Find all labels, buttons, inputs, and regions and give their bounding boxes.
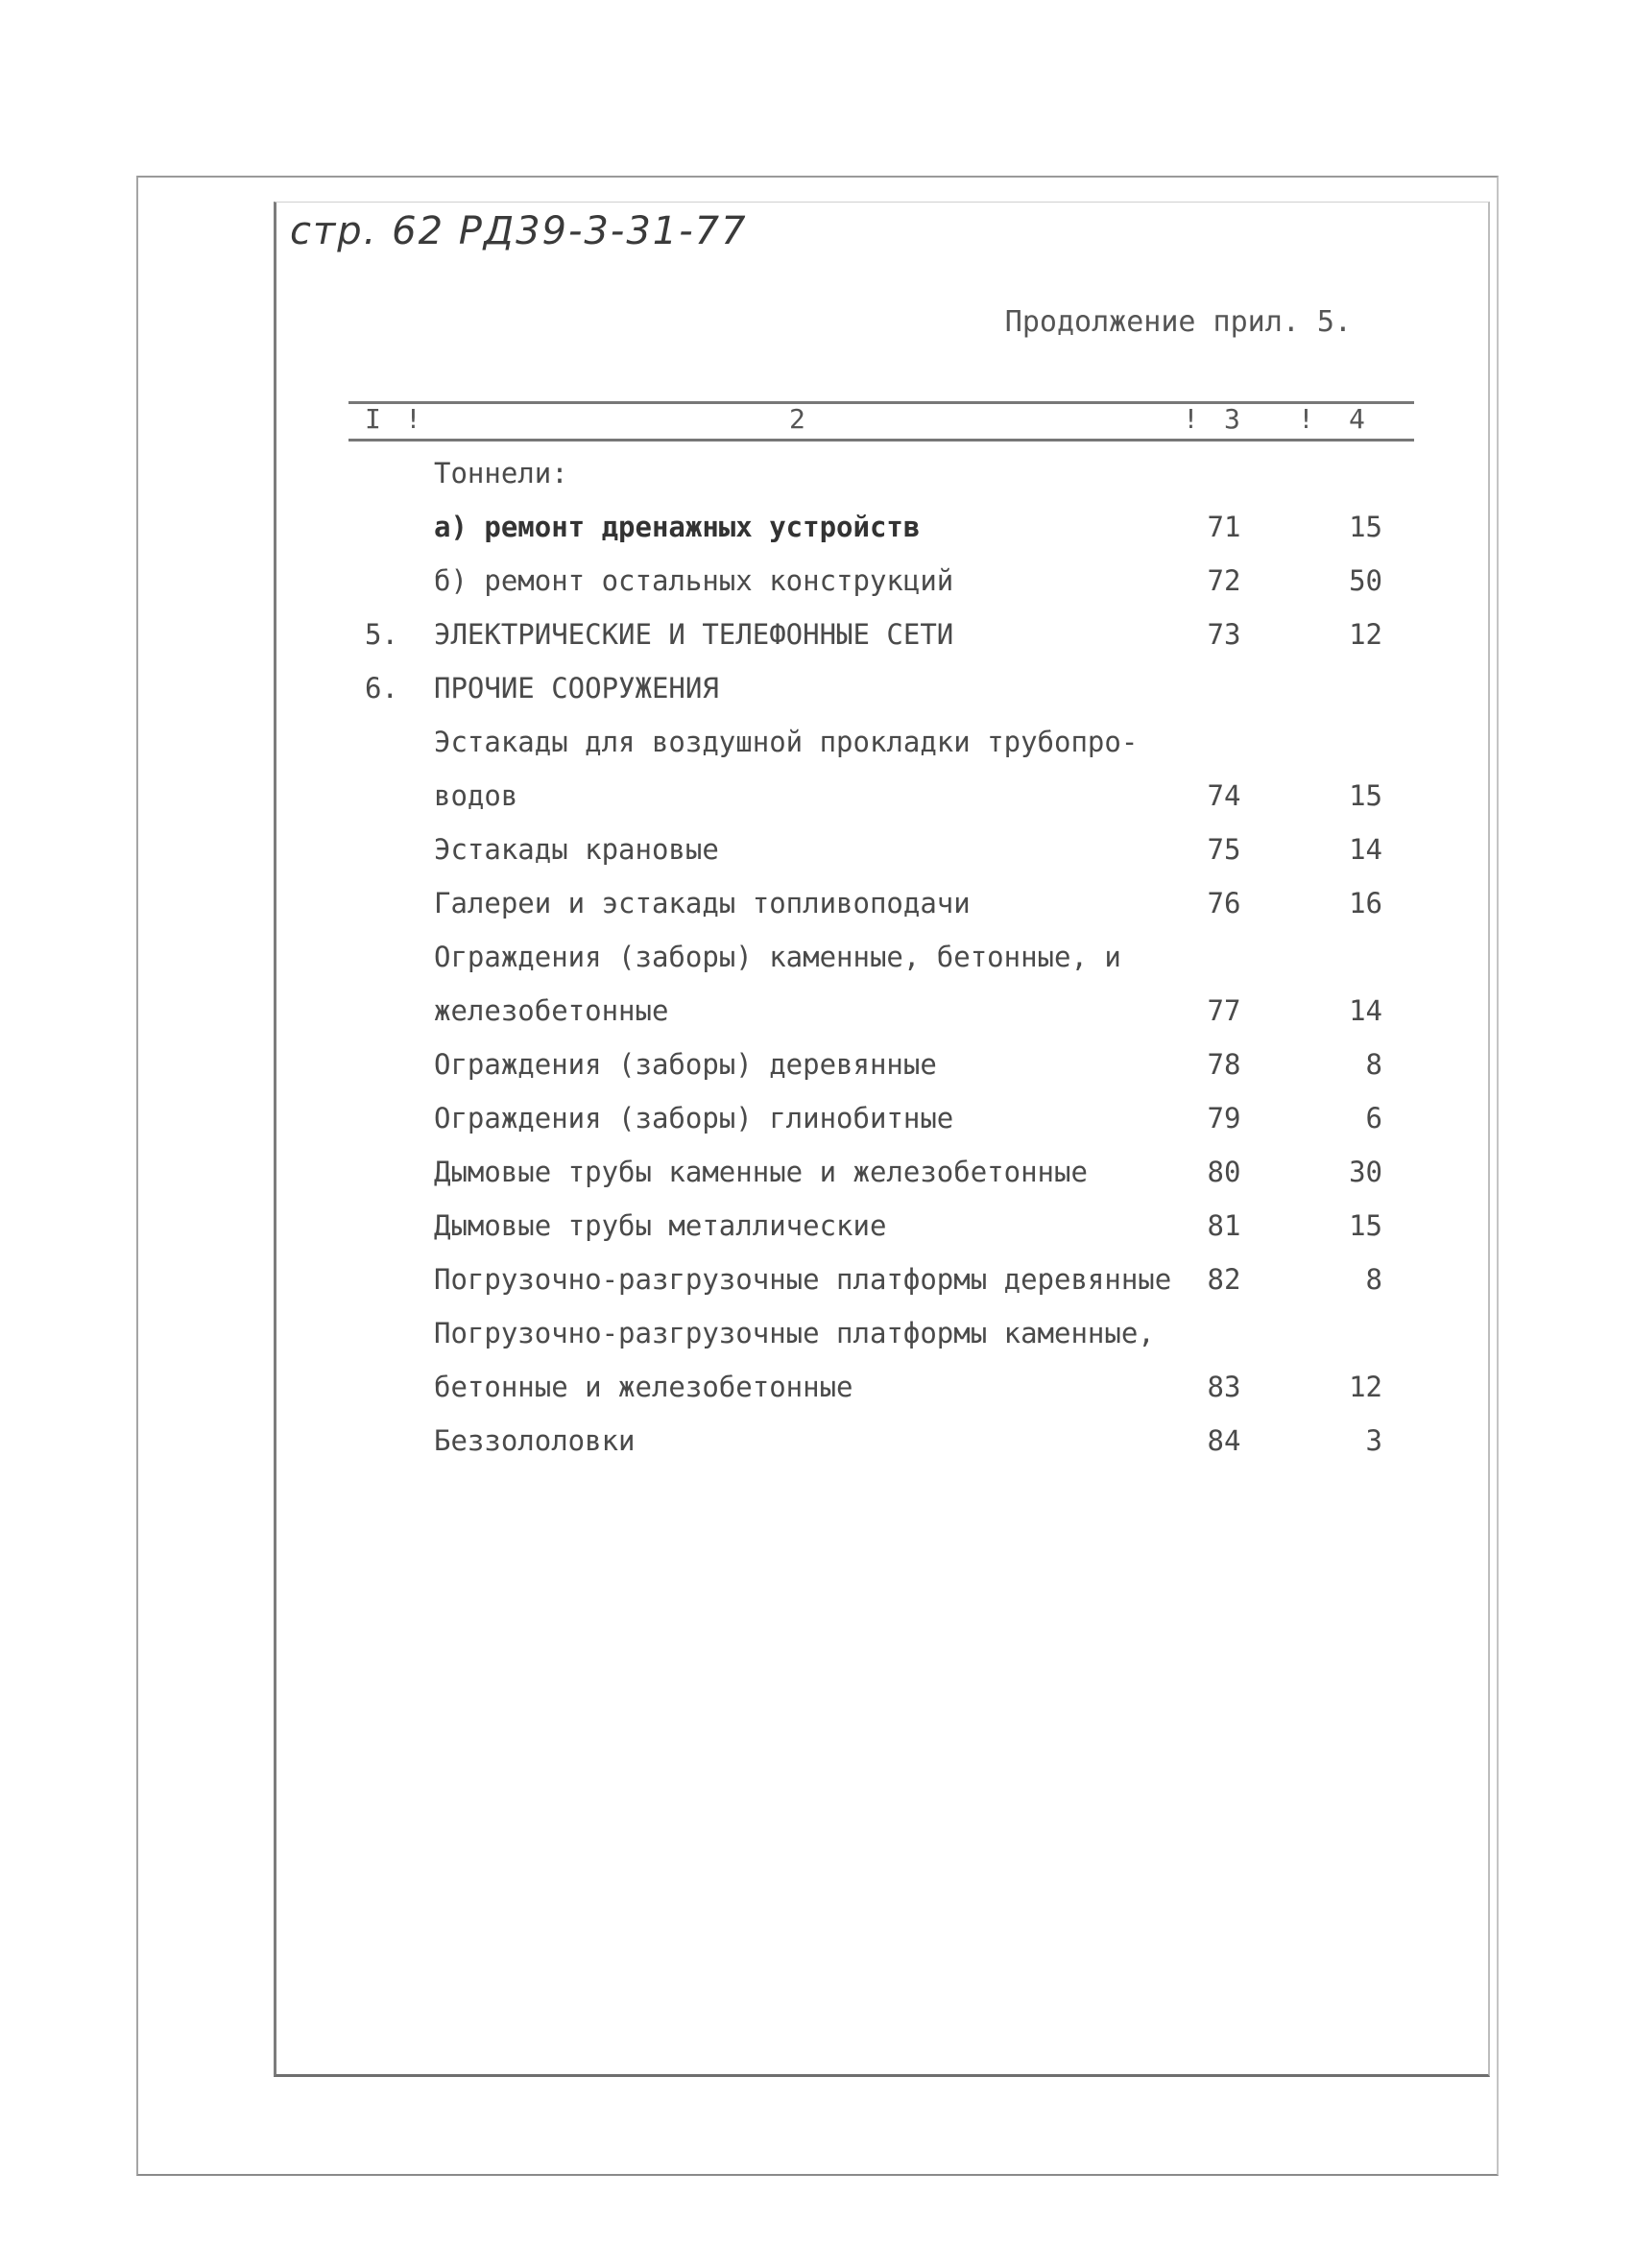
row-value: 50 <box>1349 564 1382 597</box>
row-value: 3 <box>1365 1424 1382 1457</box>
row-code: 80 <box>1207 1156 1241 1188</box>
row-number: 5. <box>365 618 398 651</box>
row-name: Ограждения (заборы) глинобитные <box>434 1102 954 1134</box>
table-row <box>0 661 1633 715</box>
column-separator: ! <box>1183 403 1199 435</box>
row-value: 6 <box>1365 1102 1382 1134</box>
row-name: Галереи и эстакады топливоподачи <box>434 887 971 919</box>
row-code: 75 <box>1207 833 1241 866</box>
row-code: 79 <box>1207 1102 1241 1134</box>
row-value: 8 <box>1365 1048 1382 1081</box>
row-name: б) ремонт остальных конструкций <box>434 564 954 597</box>
row-name: а) ремонт дренажных устройств <box>434 511 921 543</box>
row-value: 12 <box>1349 1371 1382 1403</box>
row-name: Беззололовки <box>434 1424 636 1457</box>
continuation-heading: Продолжение прил. 5. <box>1004 305 1352 339</box>
row-code: 78 <box>1207 1048 1241 1081</box>
row-value: 15 <box>1349 779 1382 812</box>
row-name: Тоннели: <box>434 457 568 489</box>
row-name: Дымовые трубы каменные и железобетонные <box>434 1156 1088 1188</box>
row-name: Ограждения (заборы) каменные, бетонные, и <box>434 941 1121 973</box>
table-row <box>0 769 1633 823</box>
row-code: 83 <box>1207 1371 1241 1403</box>
table-row <box>0 500 1633 554</box>
table-top-rule <box>348 401 1414 404</box>
table-row <box>0 930 1633 984</box>
column-header-1: I <box>365 403 381 435</box>
row-name: Эстакады для воздушной прокладки трубопро- <box>434 726 1139 758</box>
row-value: 14 <box>1349 994 1382 1027</box>
row-code: 77 <box>1207 994 1241 1027</box>
row-name: бетонные и железобетонные <box>434 1371 853 1403</box>
column-header-2: 2 <box>789 403 805 435</box>
row-code: 76 <box>1207 887 1241 919</box>
table-row <box>0 1199 1633 1253</box>
row-code: 82 <box>1207 1263 1241 1296</box>
column-separator: ! <box>405 403 421 435</box>
row-name: Погрузочно-разгрузочные платформы деревянные <box>434 1263 1172 1296</box>
table-row <box>0 1306 1633 1360</box>
row-code: 72 <box>1207 564 1241 597</box>
table-row <box>0 876 1633 930</box>
row-code: 73 <box>1207 618 1241 651</box>
table-row <box>0 823 1633 876</box>
table-row <box>0 1038 1633 1091</box>
row-value: 12 <box>1349 618 1382 651</box>
table-row <box>0 1414 1633 1468</box>
table-row <box>0 1145 1633 1199</box>
row-code: 71 <box>1207 511 1241 543</box>
column-header-3: 3 <box>1224 403 1240 435</box>
row-code: 81 <box>1207 1209 1241 1242</box>
table-header-rule <box>348 439 1414 442</box>
table-row <box>0 984 1633 1038</box>
row-value: 30 <box>1349 1156 1382 1188</box>
row-code: 74 <box>1207 779 1241 812</box>
column-separator: ! <box>1298 403 1314 435</box>
table-row <box>0 608 1633 661</box>
table-row <box>0 554 1633 608</box>
row-number: 6. <box>365 672 398 704</box>
row-name: Дымовые трубы металлические <box>434 1209 887 1242</box>
row-value: 15 <box>1349 1209 1382 1242</box>
row-name: ПРОЧИЕ СООРУЖЕНИЯ <box>434 672 719 704</box>
document-stamp: стр. 62 РД39-3-31-77 <box>290 209 748 253</box>
row-value: 8 <box>1365 1263 1382 1296</box>
table-row <box>0 715 1633 769</box>
table-row <box>0 1091 1633 1145</box>
row-name: железобетонные <box>434 994 669 1027</box>
row-name: водов <box>434 779 518 812</box>
row-value: 15 <box>1349 511 1382 543</box>
row-value: 14 <box>1349 833 1382 866</box>
row-name: ЭЛЕКТРИЧЕСКИЕ И ТЕЛЕФОННЫЕ СЕТИ <box>434 618 954 651</box>
row-name: Погрузочно-разгрузочные платформы каменные, <box>434 1317 1155 1349</box>
row-name: Эстакады крановые <box>434 833 719 866</box>
table-row <box>0 1253 1633 1306</box>
row-code: 84 <box>1207 1424 1241 1457</box>
column-header-4: 4 <box>1349 403 1365 435</box>
row-value: 16 <box>1349 887 1382 919</box>
table-row <box>0 1360 1633 1414</box>
row-name: Ограждения (заборы) деревянные <box>434 1048 937 1081</box>
table-row <box>0 446 1633 500</box>
